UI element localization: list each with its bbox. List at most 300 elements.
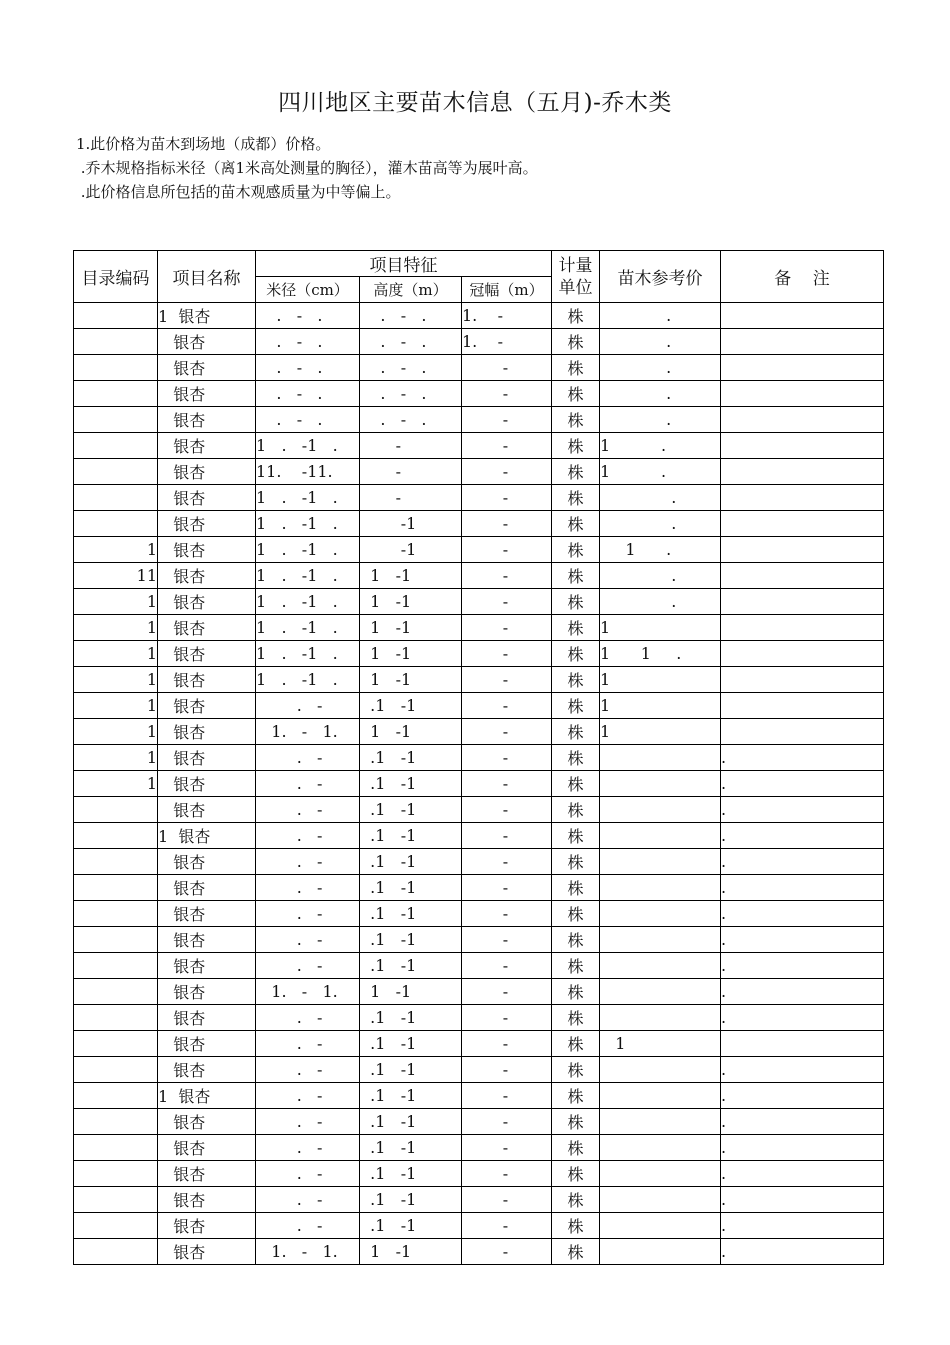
note-cell: . (721, 979, 884, 1005)
height-cell: .1 -1 (360, 1135, 462, 1161)
price-cell: . (600, 511, 721, 537)
name-cell: 银杏 (158, 433, 256, 459)
diameter-cell: . - (256, 1135, 360, 1161)
price-cell: 1 (600, 615, 721, 641)
crown-cell: - (462, 797, 552, 823)
diameter-cell: . - . (256, 329, 360, 355)
table-row (74, 1109, 884, 1135)
table-row (74, 927, 884, 953)
diameter-cell: 1. - 1. (256, 1239, 360, 1265)
height-cell: .1 -1 (360, 1187, 462, 1213)
note-line-2: .乔木规格指标米径（离1米高处测量的胸径），灌木苗高等为展叶高。 (76, 159, 538, 177)
crown-cell: - (462, 719, 552, 745)
note-cell (721, 355, 884, 381)
diameter-cell: . - (256, 797, 360, 823)
note-cell: . (721, 1135, 884, 1161)
height-cell: .1 -1 (360, 1213, 462, 1239)
code-cell (74, 407, 158, 433)
name-cell: 银杏 (158, 1031, 256, 1057)
crown-cell: - (462, 381, 552, 407)
height-cell: 1 -1 (360, 1239, 462, 1265)
height-cell: .1 -1 (360, 849, 462, 875)
name-cell: 银杏 (158, 979, 256, 1005)
crown-cell: - (462, 979, 552, 1005)
height-cell: 1 -1 (360, 979, 462, 1005)
price-cell (600, 1187, 721, 1213)
table-row (74, 355, 884, 381)
height-cell: 1 -1 (360, 667, 462, 693)
note-cell (721, 537, 884, 563)
crown-cell: 1. - (462, 329, 552, 355)
code-cell (74, 485, 158, 511)
height-cell: .1 -1 (360, 797, 462, 823)
height-cell: - (360, 433, 462, 459)
height-cell: .1 -1 (360, 693, 462, 719)
height-cell: .1 -1 (360, 927, 462, 953)
code-cell: 1 (74, 745, 158, 771)
unit-cell: 株 (552, 1161, 600, 1187)
unit-cell: 株 (552, 537, 600, 563)
unit-cell: 株 (552, 1213, 600, 1239)
table-row (74, 433, 884, 459)
name-cell: 银杏 (158, 1187, 256, 1213)
note-cell: . (721, 771, 884, 797)
table-row (74, 407, 884, 433)
price-cell (600, 745, 721, 771)
name-cell: 银杏 (158, 745, 256, 771)
table-row (74, 459, 884, 485)
unit-cell: 株 (552, 1057, 600, 1083)
height-cell: . - . (360, 303, 462, 329)
name-cell: 银杏 (158, 537, 256, 563)
price-cell (600, 979, 721, 1005)
note-line-3: .此价格信息所包括的苗木观感质量为中等偏上。 (76, 183, 401, 201)
note-cell: . (721, 1083, 884, 1109)
diameter-cell: . - (256, 823, 360, 849)
note-cell: . (721, 1187, 884, 1213)
name-cell: 银杏 (158, 1135, 256, 1161)
note-cell (721, 693, 884, 719)
name-cell: 1 银杏 (158, 303, 256, 329)
unit-cell: 株 (552, 485, 600, 511)
price-cell: 1 (600, 1031, 721, 1057)
diameter-cell: . - (256, 901, 360, 927)
height-cell: . - . (360, 355, 462, 381)
unit-cell: 株 (552, 1187, 600, 1213)
price-cell (600, 1083, 721, 1109)
unit-cell: 株 (552, 329, 600, 355)
name-cell: 银杏 (158, 407, 256, 433)
diameter-cell: 1 . -1 . (256, 589, 360, 615)
table-row (74, 875, 884, 901)
height-cell: 1 -1 (360, 719, 462, 745)
price-cell (600, 1135, 721, 1161)
crown-cell: - (462, 459, 552, 485)
crown-cell: - (462, 823, 552, 849)
price-cell (600, 1109, 721, 1135)
crown-cell: - (462, 953, 552, 979)
note-cell: . (721, 901, 884, 927)
code-cell (74, 849, 158, 875)
price-cell (600, 901, 721, 927)
name-cell: 银杏 (158, 927, 256, 953)
diameter-cell: . - (256, 693, 360, 719)
diameter-cell: . - (256, 1057, 360, 1083)
note-cell (721, 511, 884, 537)
diameter-cell: . - (256, 745, 360, 771)
crown-cell: - (462, 901, 552, 927)
crown-cell: - (462, 1161, 552, 1187)
table-row (74, 1239, 884, 1265)
name-cell: 银杏 (158, 563, 256, 589)
crown-cell: - (462, 849, 552, 875)
table-row (74, 1057, 884, 1083)
name-cell: 银杏 (158, 615, 256, 641)
unit-cell: 株 (552, 1005, 600, 1031)
code-cell (74, 303, 158, 329)
unit-cell: 株 (552, 433, 600, 459)
table-row (74, 563, 884, 589)
note-cell: . (721, 927, 884, 953)
diameter-cell: 1. - 1. (256, 719, 360, 745)
crown-cell: - (462, 1109, 552, 1135)
code-cell (74, 511, 158, 537)
height-cell: .1 -1 (360, 1057, 462, 1083)
height-cell: . - . (360, 407, 462, 433)
table-row (74, 719, 884, 745)
price-cell: . (600, 407, 721, 433)
unit-cell: 株 (552, 875, 600, 901)
name-cell: 银杏 (158, 1005, 256, 1031)
unit-cell: 株 (552, 641, 600, 667)
diameter-cell: 11. -11. (256, 459, 360, 485)
unit-cell: 株 (552, 979, 600, 1005)
diameter-cell: . - (256, 1083, 360, 1109)
crown-cell: - (462, 1187, 552, 1213)
price-cell: . (600, 303, 721, 329)
table-row (74, 1187, 884, 1213)
code-cell: 1 (74, 719, 158, 745)
note-cell: . (721, 1161, 884, 1187)
name-cell: 银杏 (158, 485, 256, 511)
table-row (74, 797, 884, 823)
note-cell (721, 1031, 884, 1057)
crown-cell: - (462, 667, 552, 693)
unit-cell: 株 (552, 615, 600, 641)
name-cell: 银杏 (158, 1057, 256, 1083)
note-cell: . (721, 1109, 884, 1135)
name-cell: 银杏 (158, 459, 256, 485)
price-cell (600, 927, 721, 953)
notes (76, 132, 538, 204)
price-cell: 1 (600, 667, 721, 693)
code-cell: 1 (74, 693, 158, 719)
name-cell: 银杏 (158, 1213, 256, 1239)
crown-cell: - (462, 927, 552, 953)
height-cell: - (360, 459, 462, 485)
crown-cell: - (462, 1213, 552, 1239)
unit-cell: 株 (552, 303, 600, 329)
unit-cell: 株 (552, 407, 600, 433)
unit-cell: 株 (552, 1239, 600, 1265)
code-cell (74, 823, 158, 849)
height-cell: .1 -1 (360, 875, 462, 901)
note-cell (721, 303, 884, 329)
diameter-cell: . - . (256, 381, 360, 407)
price-cell: 1 (600, 719, 721, 745)
price-cell: 1 (600, 693, 721, 719)
note-cell: . (721, 849, 884, 875)
crown-cell: 1. - (462, 303, 552, 329)
table-row (74, 485, 884, 511)
note-cell (721, 433, 884, 459)
note-cell (721, 485, 884, 511)
diameter-cell: 1 . -1 . (256, 537, 360, 563)
crown-cell: - (462, 1005, 552, 1031)
code-cell (74, 329, 158, 355)
crown-cell: - (462, 407, 552, 433)
table-row (74, 1083, 884, 1109)
height-cell: .1 -1 (360, 1083, 462, 1109)
height-cell: .1 -1 (360, 953, 462, 979)
price-cell (600, 1239, 721, 1265)
diameter-cell: . - (256, 1213, 360, 1239)
header-price: 苗木参考价 (600, 251, 721, 303)
name-cell: 银杏 (158, 589, 256, 615)
code-cell (74, 1005, 158, 1031)
table-row (74, 667, 884, 693)
unit-cell: 株 (552, 1031, 600, 1057)
crown-cell: - (462, 433, 552, 459)
name-cell: 银杏 (158, 641, 256, 667)
table-row (74, 1161, 884, 1187)
price-cell (600, 823, 721, 849)
code-cell (74, 953, 158, 979)
unit-cell: 株 (552, 693, 600, 719)
unit-cell: 株 (552, 745, 600, 771)
diameter-cell: . - (256, 771, 360, 797)
height-cell: .1 -1 (360, 771, 462, 797)
price-cell (600, 771, 721, 797)
table-row (74, 1213, 884, 1239)
note-cell (721, 563, 884, 589)
crown-cell: - (462, 615, 552, 641)
name-cell: 银杏 (158, 693, 256, 719)
note-cell (721, 667, 884, 693)
crown-cell: - (462, 537, 552, 563)
crown-cell: - (462, 511, 552, 537)
code-cell (74, 1135, 158, 1161)
code-cell (74, 459, 158, 485)
price-cell: . (600, 485, 721, 511)
height-cell: -1 (360, 511, 462, 537)
table-row (74, 1031, 884, 1057)
price-cell: 1 . (600, 459, 721, 485)
diameter-cell: . - (256, 1187, 360, 1213)
code-cell (74, 1239, 158, 1265)
diameter-cell: . - (256, 1031, 360, 1057)
unit-cell: 株 (552, 1083, 600, 1109)
code-cell: 1 (74, 537, 158, 563)
crown-cell: - (462, 589, 552, 615)
diameter-cell: . - (256, 849, 360, 875)
code-cell (74, 1083, 158, 1109)
name-cell: 银杏 (158, 953, 256, 979)
height-cell: 1 -1 (360, 589, 462, 615)
code-cell: 1 (74, 615, 158, 641)
unit-cell: 株 (552, 901, 600, 927)
price-cell: . (600, 381, 721, 407)
code-cell (74, 901, 158, 927)
height-cell: .1 -1 (360, 1031, 462, 1057)
code-cell (74, 381, 158, 407)
price-table (73, 250, 884, 1265)
diameter-cell: . - (256, 1109, 360, 1135)
diameter-cell: 1 . -1 . (256, 641, 360, 667)
name-cell: 银杏 (158, 667, 256, 693)
table-row (74, 901, 884, 927)
header-crown: 冠幅（m） (462, 277, 552, 303)
code-cell (74, 433, 158, 459)
crown-cell: - (462, 485, 552, 511)
diameter-cell: 1 . -1 . (256, 615, 360, 641)
header-height: 高度（m） (360, 277, 462, 303)
header-diameter: 米径（cm） (256, 277, 360, 303)
diameter-cell: . - . (256, 303, 360, 329)
code-cell (74, 1213, 158, 1239)
table-row (74, 329, 884, 355)
note-cell (721, 381, 884, 407)
height-cell: 1 -1 (360, 641, 462, 667)
note-cell: . (721, 1213, 884, 1239)
price-cell (600, 953, 721, 979)
table-row (74, 693, 884, 719)
table-row (74, 641, 884, 667)
note-cell: . (721, 823, 884, 849)
table-row (74, 589, 884, 615)
unit-cell: 株 (552, 589, 600, 615)
note-cell: . (721, 797, 884, 823)
crown-cell: - (462, 641, 552, 667)
diameter-cell: . - . (256, 407, 360, 433)
crown-cell: - (462, 875, 552, 901)
note-cell (721, 719, 884, 745)
table-row (74, 1135, 884, 1161)
price-cell: 1 1 . (600, 641, 721, 667)
unit-cell: 株 (552, 719, 600, 745)
code-cell (74, 1109, 158, 1135)
crown-cell: - (462, 771, 552, 797)
crown-cell: - (462, 1057, 552, 1083)
height-cell: .1 -1 (360, 1005, 462, 1031)
diameter-cell: . - (256, 927, 360, 953)
note-cell: . (721, 1057, 884, 1083)
name-cell: 银杏 (158, 511, 256, 537)
price-cell: . (600, 355, 721, 381)
name-cell: 银杏 (158, 1239, 256, 1265)
price-cell (600, 1213, 721, 1239)
height-cell: . - . (360, 381, 462, 407)
code-cell (74, 1057, 158, 1083)
price-cell: . (600, 329, 721, 355)
name-cell: 银杏 (158, 797, 256, 823)
price-cell (600, 849, 721, 875)
diameter-cell: . - . (256, 355, 360, 381)
unit-cell: 株 (552, 927, 600, 953)
diameter-cell: 1. - 1. (256, 979, 360, 1005)
note-cell: . (721, 1005, 884, 1031)
code-cell (74, 355, 158, 381)
note-line-1: 1.此价格为苗木到场地（成都）价格。 (76, 135, 331, 153)
name-cell: 银杏 (158, 901, 256, 927)
price-cell (600, 1057, 721, 1083)
unit-cell: 株 (552, 953, 600, 979)
table-row (74, 745, 884, 771)
price-cell (600, 797, 721, 823)
name-cell: 银杏 (158, 355, 256, 381)
table-row (74, 979, 884, 1005)
diameter-cell: 1 . -1 . (256, 667, 360, 693)
note-cell (721, 641, 884, 667)
header-note: 备 注 (721, 251, 884, 303)
diameter-cell: 1 . -1 . (256, 563, 360, 589)
price-cell: . (600, 563, 721, 589)
header-unit: 计量单位 (552, 251, 600, 303)
unit-cell: 株 (552, 771, 600, 797)
note-cell: . (721, 953, 884, 979)
code-cell: 1 (74, 667, 158, 693)
crown-cell: - (462, 355, 552, 381)
height-cell: .1 -1 (360, 901, 462, 927)
name-cell: 银杏 (158, 719, 256, 745)
note-cell: . (721, 875, 884, 901)
height-cell: . - . (360, 329, 462, 355)
note-cell (721, 407, 884, 433)
height-cell: .1 -1 (360, 745, 462, 771)
note-cell (721, 329, 884, 355)
code-cell (74, 797, 158, 823)
note-cell (721, 615, 884, 641)
crown-cell: - (462, 745, 552, 771)
code-cell: 1 (74, 641, 158, 667)
name-cell: 银杏 (158, 875, 256, 901)
table-body (74, 303, 884, 1265)
diameter-cell: . - (256, 953, 360, 979)
crown-cell: - (462, 563, 552, 589)
price-cell (600, 1161, 721, 1187)
crown-cell: - (462, 1135, 552, 1161)
name-cell: 银杏 (158, 771, 256, 797)
price-cell: 1 . (600, 537, 721, 563)
unit-cell: 株 (552, 797, 600, 823)
code-cell: 1 (74, 771, 158, 797)
crown-cell: - (462, 1031, 552, 1057)
table-row (74, 953, 884, 979)
table-row (74, 1005, 884, 1031)
table-row (74, 537, 884, 563)
price-cell: 1 . (600, 433, 721, 459)
height-cell: 1 -1 (360, 563, 462, 589)
crown-cell: - (462, 1083, 552, 1109)
price-cell (600, 1005, 721, 1031)
table-row (74, 511, 884, 537)
table-row (74, 381, 884, 407)
height-cell: - (360, 485, 462, 511)
unit-cell: 株 (552, 849, 600, 875)
note-cell: . (721, 1239, 884, 1265)
unit-cell: 株 (552, 1109, 600, 1135)
unit-cell: 株 (552, 563, 600, 589)
